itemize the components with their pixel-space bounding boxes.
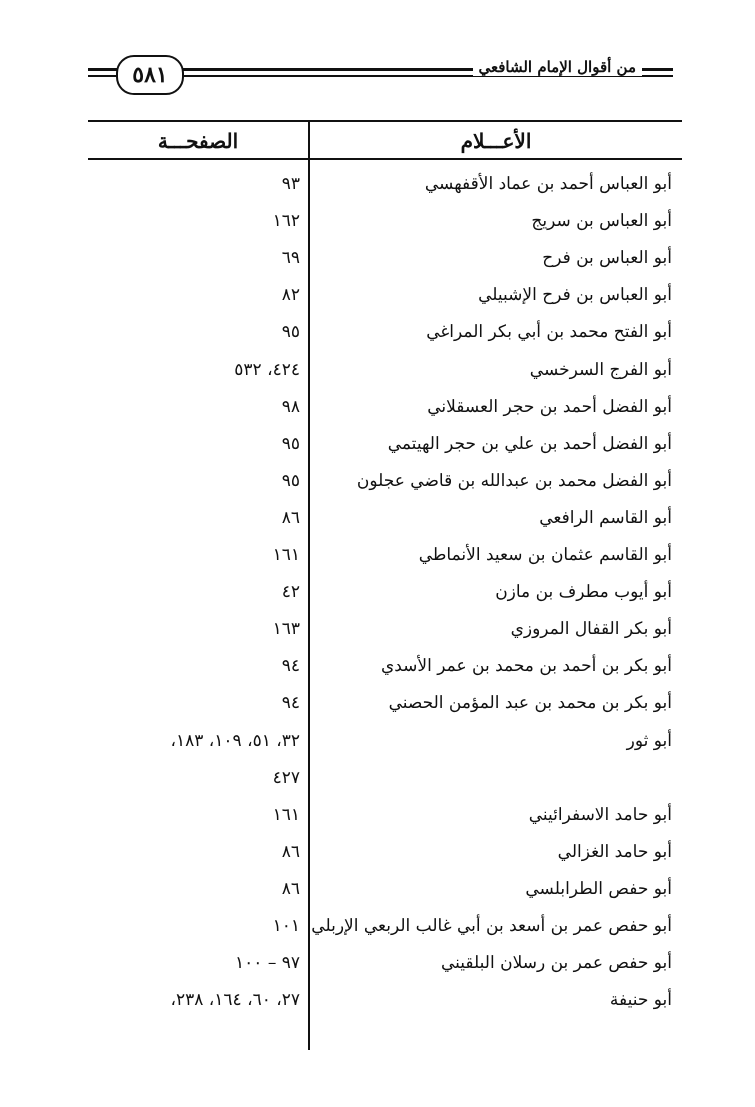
- page-references: ٩٥: [281, 322, 300, 343]
- table-row: [88, 314, 682, 351]
- page-references: ٩٤: [281, 693, 300, 714]
- table-top-rule: [88, 120, 682, 122]
- person-name: أبو القاسم الرافعي: [539, 507, 672, 528]
- table-row: [88, 760, 682, 797]
- person-name: أبو الفضل محمد بن عبدالله بن قاضي عجلون: [356, 470, 672, 491]
- person-name: أبو حنيفة: [609, 990, 672, 1011]
- person-name: أبو بكر بن أحمد بن محمد بن عمر الأسدي: [380, 656, 672, 677]
- table-row: [88, 797, 682, 834]
- page-references: ٤٢: [281, 582, 300, 603]
- pages-column-header: الصفحـــة: [157, 129, 239, 153]
- table-row: [88, 908, 682, 945]
- person-name: أبو الفرج السرخسي: [529, 359, 672, 380]
- table-row: [88, 203, 682, 240]
- person-name: أبو الفضل أحمد بن علي بن حجر الهيتمي: [387, 433, 672, 454]
- table-row: [88, 240, 682, 277]
- page-references: ١٦٢: [272, 211, 300, 232]
- table-row: [88, 611, 682, 648]
- page-number: ٥٨١: [116, 55, 184, 95]
- person-name: أبو بكر القفال المروزي: [510, 619, 672, 640]
- table-header-rule: [88, 158, 682, 160]
- page-references: ٩٣: [281, 174, 300, 194]
- person-name: أبو الفضل أحمد بن حجر العسقلاني: [427, 396, 672, 417]
- page-references: ١٦١: [272, 545, 300, 565]
- person-name: أبو حامد الاسفرائيني: [528, 804, 672, 825]
- person-name: أبو ثور: [626, 730, 672, 751]
- page-references: ٩٧ – ١٠٠: [235, 953, 300, 974]
- page-references: ١٦١: [272, 804, 300, 825]
- book-title: من أقوال الإمام الشافعي: [473, 58, 643, 76]
- table-row: [88, 500, 682, 537]
- table-row: [88, 426, 682, 463]
- person-name: أبو العباس أحمد بن عماد الأقفهسي: [424, 174, 672, 194]
- table-row: [88, 685, 682, 722]
- person-name: أبو القاسم عثمان بن سعيد الأنماطي: [418, 545, 672, 565]
- person-name: أبو العباس بن فرح الإشبيلي: [478, 285, 672, 306]
- page-references: ٢٧، ٦٠، ١٦٤، ٢٣٨،: [170, 990, 300, 1011]
- table-row: [88, 574, 682, 611]
- person-name: أبو حامد الغزالي: [557, 841, 672, 862]
- page-references: ٣٢، ٥١، ١٠٩، ١٨٣،: [170, 730, 300, 751]
- person-name: أبو العباس بن سريج: [531, 211, 672, 232]
- page-references: ٨٦: [281, 841, 300, 862]
- page-references: ٨٢: [281, 285, 300, 306]
- page-references: ٩٤: [281, 656, 300, 677]
- table-row: [88, 352, 682, 389]
- person-name: أبو حفص عمر بن رسلان البلقيني: [441, 953, 672, 974]
- person-name: أبو أيوب مطرف بن مازن: [495, 582, 672, 603]
- person-name: أبو حفص عمر بن أسعد بن أبي غالب الربعي الإربلي: [311, 916, 672, 936]
- table-row: [88, 945, 682, 982]
- page-references: ٨٦: [281, 878, 300, 899]
- table-row: [88, 277, 682, 314]
- table-row: [88, 648, 682, 685]
- page-references: ٨٦: [281, 507, 300, 528]
- table-row: [88, 871, 682, 908]
- page-references: ٩٨: [281, 396, 300, 417]
- table-row: [88, 723, 682, 760]
- page-references: ٤٢٧: [272, 767, 300, 788]
- person-name: أبو الفتح محمد بن أبي بكر المراغي: [426, 322, 672, 343]
- page-references: ٩٥: [281, 470, 300, 491]
- page-references: ١٦٣: [272, 619, 300, 640]
- page-references: ٩٥: [281, 433, 300, 454]
- table-row: [88, 463, 682, 500]
- table-row: [88, 389, 682, 426]
- page-references: ٦٩: [281, 248, 300, 269]
- names-column-header: الأعـــلام: [460, 129, 532, 153]
- person-name: أبو حفص الطرابلسي: [525, 878, 672, 899]
- table-row: [88, 537, 682, 574]
- page-references: ٤٢٤، ٥٣٢: [234, 359, 300, 380]
- table-row: [88, 166, 682, 203]
- page-references: ١٠١: [272, 916, 300, 936]
- person-name: أبو بكر بن محمد بن عبد المؤمن الحصني: [388, 693, 672, 714]
- person-name: أبو العباس بن فرح: [542, 248, 672, 269]
- table-row: [88, 982, 682, 1019]
- table-row: [88, 834, 682, 871]
